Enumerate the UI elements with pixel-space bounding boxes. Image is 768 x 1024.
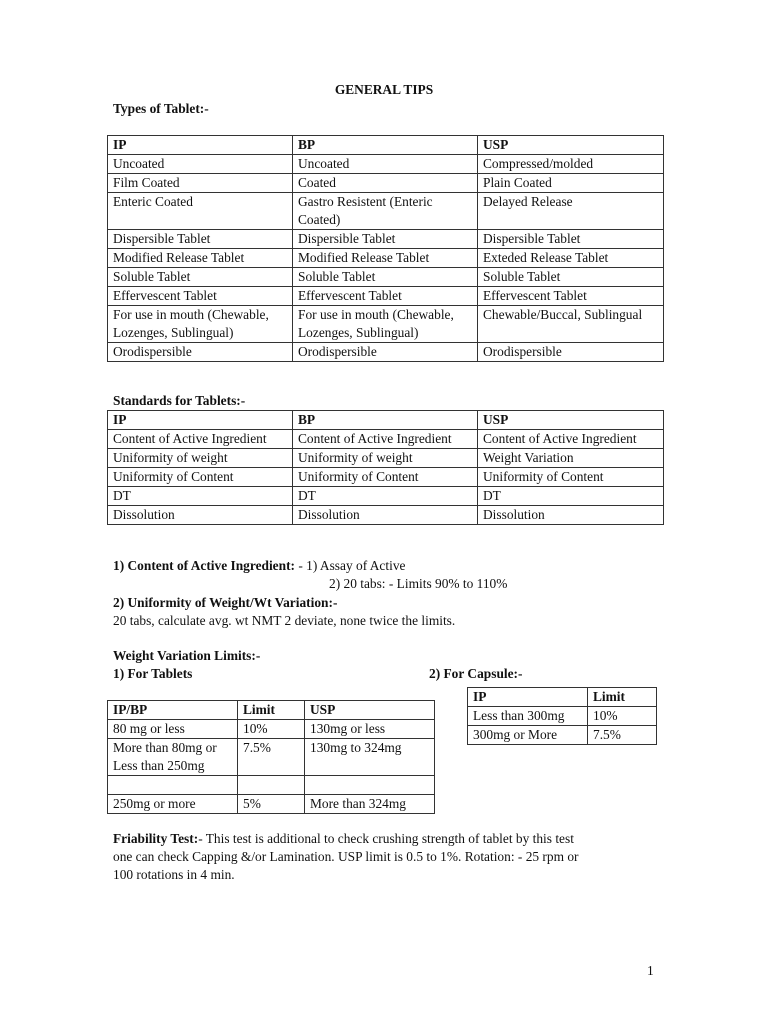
table-cell — [305, 776, 435, 795]
table-cell: Compressed/molded — [478, 155, 664, 174]
table-cell: 300mg or More — [468, 726, 588, 745]
capsule-table — [467, 687, 657, 745]
table-cell: Uncoated — [108, 155, 293, 174]
table-cell: Content of Active Ingredient — [478, 430, 664, 449]
header-usp: USP — [305, 701, 435, 720]
section1-text2: 2) 20 tabs: - Limits 90% to 110% — [329, 576, 508, 591]
table-row — [108, 430, 664, 449]
table-cell: Dissolution — [478, 506, 664, 525]
table-cell: 10% — [588, 707, 657, 726]
table-cell: Weight Variation — [478, 449, 664, 468]
table-cell: Enteric Coated — [108, 193, 293, 230]
page-title: GENERAL TIPS — [334, 82, 434, 97]
standards-heading: Standards for Tablets:- — [113, 393, 246, 408]
types-table — [107, 135, 664, 362]
table-cell: 250mg or more — [108, 795, 238, 814]
table-row — [108, 155, 664, 174]
table-cell: Soluble Tablet — [478, 268, 664, 287]
table-cell — [108, 776, 238, 795]
standards-table — [107, 410, 664, 525]
for-tablets-heading: 1) For Tablets — [113, 666, 193, 681]
table-cell: Modified Release Tablet — [293, 249, 478, 268]
table-cell: Plain Coated — [478, 174, 664, 193]
table-cell: 5% — [238, 795, 305, 814]
table-header-row — [108, 136, 664, 155]
header-ip: IP — [468, 688, 588, 707]
table-row — [108, 249, 664, 268]
table-cell: For use in mouth (Chewable, Lozenges, Sublingual) — [293, 306, 478, 343]
table-cell: DT — [108, 487, 293, 506]
table-cell: More than 324mg — [305, 795, 435, 814]
section2-label: 2) Uniformity of Weight/Wt Variation:- — [113, 595, 338, 610]
header-limit: Limit — [238, 701, 305, 720]
header-ip: IP — [108, 136, 293, 155]
table-cell: Uniformity of Content — [108, 468, 293, 487]
section1-text1: - 1) Assay of Active — [295, 558, 406, 573]
table-cell: Orodispersible — [478, 343, 664, 362]
table-cell: Effervescent Tablet — [478, 287, 664, 306]
table-cell: Orodispersible — [108, 343, 293, 362]
table-row — [108, 193, 664, 230]
header-limit: Limit — [588, 688, 657, 707]
table-cell: Dispersible Tablet — [108, 230, 293, 249]
table-cell: Dispersible Tablet — [293, 230, 478, 249]
weight-limits-heading: Weight Variation Limits:- — [113, 648, 261, 663]
table-row — [108, 230, 664, 249]
section2-text: 20 tabs, calculate avg. wt NMT 2 deviate, none twice the limits. — [113, 613, 456, 628]
table-cell: Uniformity of Content — [478, 468, 664, 487]
table-cell: Modified Release Tablet — [108, 249, 293, 268]
table-cell: Uniformity of Content — [293, 468, 478, 487]
table-cell: 10% — [238, 720, 305, 739]
table-cell: Film Coated — [108, 174, 293, 193]
table-cell — [238, 776, 305, 795]
table-row — [108, 468, 664, 487]
table-cell: DT — [478, 487, 664, 506]
friability-line-3: 100 rotations in 4 min. — [113, 867, 235, 882]
table-row — [468, 726, 657, 745]
table-row — [108, 795, 435, 814]
table-cell: Gastro Resistent (Enteric Coated) — [293, 193, 478, 230]
table-cell: DT — [293, 487, 478, 506]
table-cell: Effervescent Tablet — [293, 287, 478, 306]
table-cell: Less than 300mg — [468, 707, 588, 726]
table-row — [108, 739, 435, 776]
table-cell: For use in mouth (Chewable, Lozenges, Sublingual) — [108, 306, 293, 343]
table-cell: 7.5% — [238, 739, 305, 776]
table-row — [108, 506, 664, 525]
tablets-table — [107, 700, 435, 814]
friability-line-1 — [113, 830, 574, 848]
table-cell: Uniformity of weight — [108, 449, 293, 468]
table-cell: Exteded Release Tablet — [478, 249, 664, 268]
table-row — [108, 306, 664, 343]
header-ip: IP — [108, 411, 293, 430]
friability-line-2: one can check Capping &/or Lamination. USP limit is 0.5 to 1%. Rotation: - 25 rpm or — [113, 849, 579, 864]
table-cell: Coated — [293, 174, 478, 193]
table-row — [108, 720, 435, 739]
table-cell: Uniformity of weight — [293, 449, 478, 468]
table-row — [468, 707, 657, 726]
table-cell: Orodispersible — [293, 343, 478, 362]
table-cell: Soluble Tablet — [108, 268, 293, 287]
for-capsule-heading: 2) For Capsule:- — [429, 666, 523, 681]
table-cell: Delayed Release — [478, 193, 664, 230]
table-cell: More than 80mg or Less than 250mg — [108, 739, 238, 776]
table-cell: Content of Active Ingredient — [108, 430, 293, 449]
header-usp: USP — [478, 136, 664, 155]
table-cell: Uncoated — [293, 155, 478, 174]
header-bp: BP — [293, 136, 478, 155]
table-cell: 7.5% — [588, 726, 657, 745]
friability-text-1: - This test is additional to check crushing strength of tablet by this test — [198, 831, 574, 846]
table-cell: Soluble Tablet — [293, 268, 478, 287]
table-cell: Dissolution — [108, 506, 293, 525]
table-row — [108, 287, 664, 306]
table-row — [108, 487, 664, 506]
table-row — [108, 268, 664, 287]
table-row — [108, 174, 664, 193]
table-cell: 80 mg or less — [108, 720, 238, 739]
table-header-row — [108, 701, 435, 720]
table-header-row — [468, 688, 657, 707]
table-row — [108, 343, 664, 362]
content-active-ingredient-line — [113, 557, 405, 575]
table-cell: Content of Active Ingredient — [293, 430, 478, 449]
table-row — [108, 776, 435, 795]
header-ipbp: IP/BP — [108, 701, 238, 720]
table-cell: Dispersible Tablet — [478, 230, 664, 249]
table-cell: Chewable/Buccal, Sublingual — [478, 306, 664, 343]
table-cell: Dissolution — [293, 506, 478, 525]
friability-label: Friability Test: — [113, 831, 199, 846]
header-bp: BP — [293, 411, 478, 430]
table-cell: 130mg or less — [305, 720, 435, 739]
table-cell: Effervescent Tablet — [108, 287, 293, 306]
table-header-row — [108, 411, 664, 430]
table-cell: 130mg to 324mg — [305, 739, 435, 776]
table-row — [108, 449, 664, 468]
section1-label: 1) Content of Active Ingredient: — [113, 558, 295, 573]
page-number: 1 — [647, 963, 654, 978]
types-heading: Types of Tablet:- — [113, 101, 209, 116]
header-usp: USP — [478, 411, 664, 430]
